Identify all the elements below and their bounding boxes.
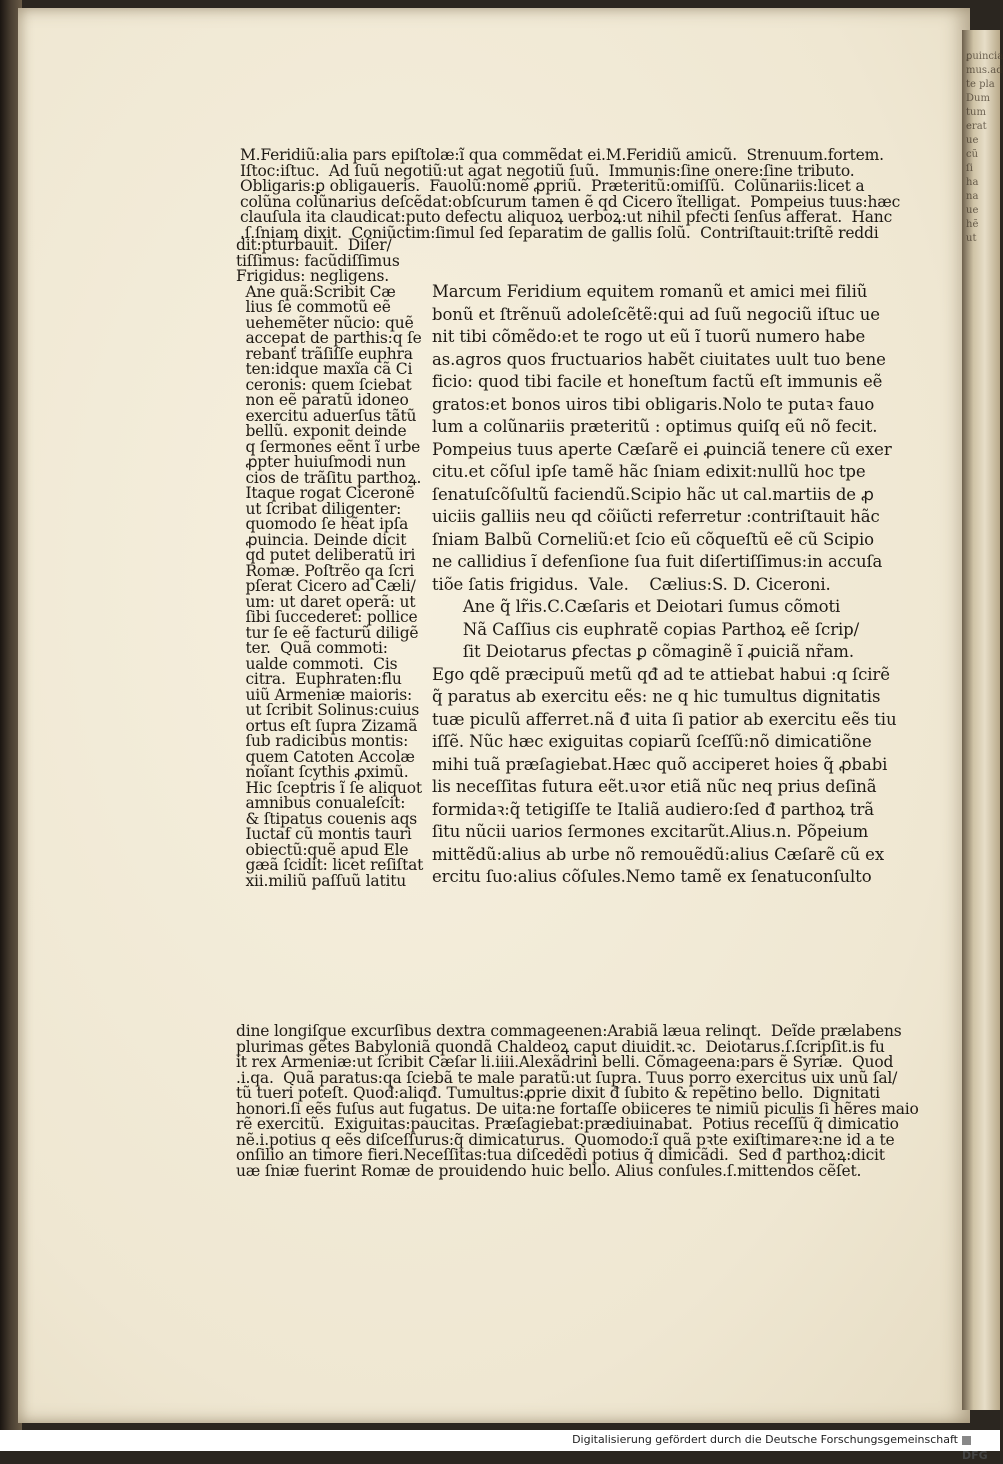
commentary-left-line: uiũ Armeniӕ maioris:	[236, 685, 412, 704]
dfg-logo-text: DFG	[962, 1449, 988, 1462]
main-text-line: ercitu ſuo:alius cõſules.Nemo tamẽ ex ſenatuconſulto	[432, 867, 872, 886]
commentary-left-line: dit:pturbauit. Diſer/	[236, 236, 392, 254]
commentary-left-line: lius ſe commotũ eẽ	[236, 298, 391, 316]
footer-bar	[0, 1430, 1000, 1462]
main-letter-text	[432, 281, 918, 889]
commentary-left-column	[236, 238, 431, 889]
commentary-left-line: Romӕ. Poſtrẽo qa ſcri	[236, 561, 415, 580]
commentary-top-line: colũna colũnarius deſcẽdat:obſcurum tamen ẽ qd Cicero ĩtelligat. Pompeius tuus:hӕc	[240, 192, 901, 211]
main-text-line: formidaꝛ:q̃ tetigiſſe te Italiã audiero:ſed đ parthoꝝ trã	[432, 799, 875, 819]
main-text-line: tuӕ piculũ afferret.nã đ uita ſi patior ab exercitu eẽs tiu	[432, 709, 897, 729]
dfg-logo	[962, 1432, 996, 1462]
commentary-left-line: qd putet deliberatũ iri	[236, 546, 416, 564]
commentary-left-line: ten:idque maxĩa cã Ci	[236, 360, 413, 378]
folio-fragment-line: ue	[966, 205, 979, 216]
commentary-top-line: clauſula ita claudicat:puto defectu aliquoꝝ uerboꝝ:ut nihil pfecti ſenſus afferat. Hanc	[240, 208, 893, 226]
main-text-line: bonũ et ſtrẽnuũ adoleſcẽtẽ:qui ad ſuũ negociũ iſtuc ue	[432, 304, 880, 324]
main-text-line: gratos:et bonos uiros tibi obligaris.Nolo te putaꝛ fauo	[432, 394, 875, 414]
main-text-line: ſenatuſcõſultũ faciendũ.Scipio hãc ut cal.martiis de ꝓ	[432, 484, 874, 504]
main-text-line: ſniam Balbũ Corneliũ:et ſcio eũ cõqueſtũ eẽ cũ Scipio	[432, 529, 874, 549]
commentary-bottom-line: plurimas gẽtes Babyloniã quondã Chaldeoꝝ caput diuidit.ꝛc. Deiotarus.ſ.ſcripſit.is fu	[236, 1037, 885, 1056]
commentary-left-line: ſub radicibus montis:	[236, 732, 409, 750]
commentary-left-line: cios de trãſitu parthoꝝ.	[236, 468, 422, 487]
commentary-left-line: non eẽ paratũ idoneo	[236, 391, 409, 409]
commentary-top	[240, 148, 920, 241]
commentary-bottom-line: uӕ ſniӕ fuerint Romӕ de prouidendo huic bello. Alius conſules.ſ.mittendos cẽſet.	[236, 1161, 862, 1180]
main-text-line: q̃ paratus ab exercitu eẽs: ne q hic tumultus dignitatis	[432, 687, 881, 706]
commentary-bottom-line: nẽ.i.potius q eẽs diſceſſurus:q̃ dimicaturus. Quomodo:ĩ quã pꝛte exiſtimareꝛ:ne id a te	[236, 1130, 895, 1149]
main-text-line: nit tibi cõmẽdo:et te rogo ut eũ ĩ tuorũ numero habe	[432, 327, 866, 346]
commentary-left-line: citra. Euphraten:flu	[236, 670, 402, 688]
commentary-left-line: obiectũ:quẽ apud Ele	[236, 840, 409, 859]
commentary-left-line: accepat de parthis:q ſe	[236, 329, 422, 347]
commentary-left-line: ceronis: quem ſciebat	[236, 375, 412, 394]
commentary-bottom-line: .i.qa. Quã paratus:qa ſciebã te male paratũ:ut ſupra. Tuus porro exercitus uix unũ ſal/	[236, 1068, 898, 1087]
commentary-bottom-line: it rex Armeniӕ:ut ſcribit Cӕſar li.iiii.Alexãdrini belli. Cõmageena:pars ẽ Syriӕ. Quod	[236, 1053, 894, 1071]
commentary-left-line: rebanť trãſiſſe euphra	[236, 344, 413, 363]
adjacent-page-text	[966, 50, 1003, 650]
digitization-credit: Digitalisierung gefördert durch die Deutsche Forschungsgemeinschaft	[572, 1433, 958, 1446]
commentary-left-line: ꝓpter huiuſmodi nun	[236, 453, 406, 471]
main-text-line: Ane q̃ lr̃is.C.Cӕſaris et Deiotari ſumus cõmoti	[432, 597, 841, 616]
commentary-left-line: Hic ſceptris ĩ ſe aliquot	[236, 778, 422, 797]
main-text-line: Ego qdẽ prӕcipuũ metũ qđ ad te attiebat habui :q ſcirẽ	[432, 664, 890, 684]
main-text-line: ficio: quod tibi facile et honeſtum factũ eſt immunis eẽ	[432, 372, 883, 391]
commentary-top-line: Iſtoc:iſtuc. Ad ſuũ negotiũ:ut agat negotiũ ſuũ. Immunis:ſine onere:ſine tributo.	[240, 161, 855, 180]
main-text-line: ne callidius ĩ defenſione ſua fuit diſertiſſimus:in accuſa	[432, 552, 883, 571]
folio-fragment-line: ſi	[966, 163, 973, 174]
commentary-left-line: noĩant ſcythis ꝓximũ.	[236, 763, 409, 781]
main-text-line: Marcum Feridium equitem romanũ et amici mei filiũ	[432, 282, 868, 301]
main-text-line: ſit Deiotarus ꝑfectas ꝑ cõmaginẽ ĩ ꝓuiciã nr̃am.	[432, 642, 854, 661]
folio-fragment-line: cũ	[966, 149, 979, 160]
commentary-top-line: M.Feridiũ:alia pars epiſtolæ:ĩ qua commẽdat ei.M.Feridiũ amicũ. Strenuum.fortem.	[240, 146, 884, 164]
commentary-top-line: Obligaris:ꝑ obligaueris. Fauolũ:nomẽ ꝓpriũ. Prӕteritũ:omiſſũ. Colũnariis:licet a	[240, 177, 865, 195]
main-text-line: as.agros quos fructuarios habẽt ciuitates uult tuo bene	[432, 349, 886, 369]
commentary-left-line: & ſtipatus couenis aqs	[236, 809, 418, 828]
main-text-line: uiciis galliis neu qd cõiũcti referretur :contriſtauit hãc	[432, 507, 880, 526]
main-text-line: ſitu nũcii uarios ſermones excitarũt.Alius.n. Põpeium	[432, 822, 869, 841]
commentary-left-line: ꝓuincia. Deinde dicit	[236, 530, 407, 549]
folio-fragment-line: tum	[966, 107, 986, 118]
folio-fragment-line: ha	[966, 177, 979, 188]
commentary-left-line: ſibi ſuccederet: pollice	[236, 608, 418, 626]
commentary-left-line: ortus eſt ſupra Zizamã	[236, 716, 418, 735]
commentary-left-line: Iuctaf cũ montis tauri	[236, 825, 412, 843]
commentary-left-line: exercitu aduerſus tãtũ	[236, 406, 417, 425]
commentary-left-line: tur ſe eẽ facturũ diligẽ	[236, 623, 419, 642]
main-text-line: Nã Caſſius cis euphratẽ copias Parthoꝝ eẽ ſcrip/	[432, 619, 860, 639]
commentary-left-line: pſerat Cicero ad Cӕli/	[236, 577, 416, 595]
commentary-left-line: uehemẽter nũcio: quẽ	[236, 313, 414, 332]
main-text-line: lis neceſſitas futura eẽt.uꝛor etiã nũc neq prius deſinã	[432, 777, 877, 796]
commentary-left-line: um: ut daret operã: ut	[236, 592, 416, 611]
commentary-bottom-line: tũ tueri poteſt. Quođ:aliqđ. Tumultus:ꝓprie dixit đ ſubito & repẽtino bello. Dignitati	[236, 1084, 880, 1102]
main-text-line: Pompeius tuus aperte Cӕſarẽ ei ꝓuinciã tenere cũ exer	[432, 439, 892, 459]
main-text-line: iſſẽ. Nũc hӕc exiguitas copiarũ ſceſſũ:nõ dimicatiõne	[432, 732, 872, 751]
main-text-line: citu.et cõſul ipſe tamẽ hãc ſniam edixit:nullũ hoc tpe	[432, 462, 866, 481]
commentary-left-line: bellũ. exponit deinde	[236, 422, 407, 440]
commentary-top-line: .ſ.ſniam dixit. Coniũctim:ſimul ſed ſeparatim de gallis ſolũ. Contriſtauit:triſtẽ reddi	[240, 223, 879, 242]
main-text-line: lum a colũnariis prӕteritũ : optimus quiſq eũ nõ fecit.	[432, 417, 878, 436]
folio-fragment-line: te pla	[966, 79, 995, 90]
commentary-bottom-line: honori.ſi eẽs fuſus aut fugatus. De uita:ne fortaſſe obiiceres te nimiũ piculis ſi hẽres maio	[236, 1099, 919, 1118]
commentary-left-line: Ane quã:Scribit Cӕ	[236, 282, 396, 301]
commentary-bottom-line: dine longiſque excurſibus dextra commageenen:Arabiã lӕua relinqt. Deĩde prӕlabens	[236, 1022, 902, 1040]
commentary-left-line: ter. Quã commoti:	[236, 639, 388, 657]
commentary-left-line: quem Catoten Accolӕ	[236, 747, 415, 766]
commentary-left-line: Itaque rogat Ciceronẽ	[236, 484, 415, 502]
commentary-left-line: ut ſcribat diligenter:	[236, 499, 402, 518]
folio-fragment-line: ꝑuincia	[966, 51, 1003, 62]
commentary-bottom	[236, 1024, 926, 1179]
commentary-left-line: tiſſimus: facũdiſſimus	[236, 251, 400, 270]
folio-fragment-line: na	[966, 191, 979, 202]
commentary-left-line: xii.miliũ paſſuũ latitu	[236, 871, 407, 890]
main-text-line: tiõe ſatis frigidus. Vale. Cӕlius:S. D. Ciceroni.	[432, 574, 831, 594]
folio-fragment-line: Dum	[966, 93, 990, 104]
folio-fragment-line: hẽ	[966, 219, 979, 230]
folio-fragment-line: mus.ad	[966, 65, 1003, 76]
commentary-left-line: quomodo ſe hẽat ipſa	[236, 515, 409, 533]
commentary-left-line: gæã ſcidit: licet reſiſtat	[236, 856, 424, 874]
adjacent-page-edge	[962, 30, 1003, 1410]
folio-fragment-line: ue	[966, 135, 979, 146]
main-text-line: mittẽdũ:alius ab urbe nõ remouẽdũ:alius Cӕſarẽ cũ ex	[432, 844, 885, 864]
commentary-left-line: Frigidus: negligens.	[236, 267, 389, 285]
commentary-bottom-line: onſilio an timore fieri.Neceſſitas:tua diſcedẽdi potius q̃ dimicãdi. Sed đ parthoꝝ:dicit	[236, 1146, 885, 1164]
main-text-line: mihi tuã prӕſagiebat.Hӕc quõ acciperet hoies q̃ ꝓbabi	[432, 754, 888, 774]
commentary-left-line: ualde commoti. Cis	[236, 654, 398, 673]
commentary-left-line: ut ſcribit Solinus:cuius	[236, 701, 420, 719]
commentary-left-line: amnibus conualeſcit:	[236, 794, 406, 812]
folio-fragment-line: erat	[966, 121, 987, 132]
folio-fragment-line: ut	[966, 233, 977, 244]
commentary-bottom-line: rẽ exercitũ. Exiguitas:paucitas. Prӕſagiebat:prӕdiuinabat. Potius receſſũ q̃ dimicatio	[236, 1115, 899, 1133]
commentary-left-line: q ſermones eẽnt ĩ urbe	[236, 437, 421, 456]
